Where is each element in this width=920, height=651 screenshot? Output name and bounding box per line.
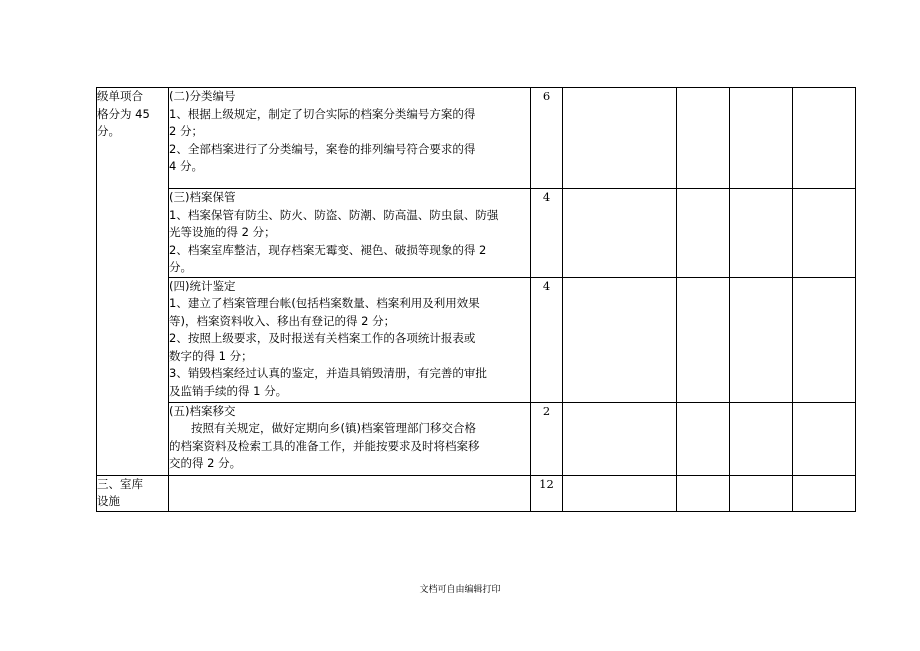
category-cell: 级单项合 格分为 45 分。	[97, 88, 169, 476]
table-row	[97, 88, 856, 189]
criteria-cell: (三)档案保管 1、档案保管有防尘、防火、防盗、防潮、防高温、防虫鼠、防强 光等设施的得 2 分； 2、档案室库整洁，现存档案无霉变、褪色、破损等现象的得 2 分。	[169, 189, 531, 278]
empty-cell	[730, 88, 793, 189]
empty-cell	[793, 277, 856, 402]
page-footer: 文档可自由编辑打印	[419, 585, 501, 595]
empty-cell	[730, 402, 793, 475]
empty-cell	[793, 88, 856, 189]
score-cell: 2	[531, 402, 563, 475]
empty-cell	[793, 189, 856, 278]
scoring-table	[96, 87, 856, 512]
table-row	[97, 189, 856, 278]
empty-cell	[677, 402, 730, 475]
empty-cell	[677, 88, 730, 189]
criteria-cell: (二)分类编号 1、根据上级规定，制定了切合实际的档案分类编号方案的得 2 分； 2、全部档案进行了分类编号，案卷的排列编号符合要求的得 4 分。	[169, 88, 531, 189]
score-cell: 4	[531, 189, 563, 278]
empty-cell	[793, 402, 856, 475]
empty-cell	[677, 475, 730, 511]
table-row	[97, 277, 856, 402]
empty-cell	[730, 475, 793, 511]
criteria-cell: (五)档案移交 按照有关规定，做好定期向乡(镇)档案管理部门移交合格 的档案资料及检索工具的准备工作，并能按要求及时将档案移 交的得 2 分。	[169, 402, 531, 475]
criteria-cell: (四)统计鉴定 1、建立了档案管理台帐(包括档案数量、档案利用及利用效果 等)，档案资料收入、移出有登记的得 2 分； 2、按照上级要求，及时报送有关档案工作的各项统计报表或 数字的得 1 分； 3、销毁档案经过认真的鉴定，并造具销毁清册，有完善的审批 及监销手续的得 1 分。	[169, 277, 531, 402]
score-cell: 6	[531, 88, 563, 189]
criteria-cell	[169, 475, 531, 511]
score-cell: 12	[531, 475, 563, 511]
score-cell: 4	[531, 277, 563, 402]
empty-cell	[563, 402, 677, 475]
empty-cell	[677, 189, 730, 278]
table-row	[97, 475, 856, 511]
category-cell: 三、室库 设施	[97, 475, 169, 511]
empty-cell	[677, 277, 730, 402]
empty-cell	[563, 189, 677, 278]
empty-cell	[563, 277, 677, 402]
empty-cell	[563, 475, 677, 511]
empty-cell	[563, 88, 677, 189]
empty-cell	[730, 277, 793, 402]
empty-cell	[793, 475, 856, 511]
table-row	[97, 402, 856, 475]
empty-cell	[730, 189, 793, 278]
